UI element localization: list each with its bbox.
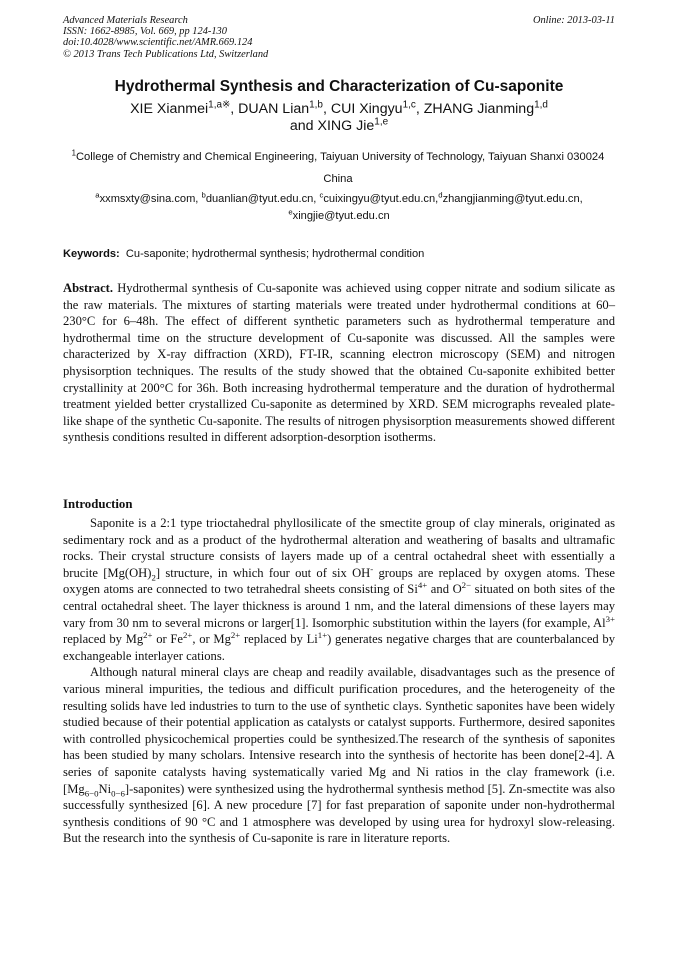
publication-header: [63, 15, 615, 60]
superscript: 1+: [317, 629, 328, 640]
paragraph-text: and O: [427, 582, 462, 597]
email-link[interactable]: xingjie@tyut.edu.cn: [292, 210, 390, 222]
subscript: 6−0: [84, 788, 99, 799]
keywords-label: Keywords:: [63, 248, 120, 260]
introduction-paragraph: [63, 664, 615, 847]
author-name: , DUAN Lian: [230, 101, 310, 117]
author-name: , ZHANG Jianming: [415, 101, 535, 117]
affiliation: [60, 146, 616, 190]
affiliation-text: College of Chemistry and Chemical Engineering, Taiyuan University of Technology, Taiyuan Shanxi 030024 China: [75, 151, 605, 185]
email-superscript: b: [201, 190, 206, 200]
email-link[interactable]: duanlian@tyut.edu.cn,: [205, 193, 320, 205]
paragraph-text: groups are replaced by oxygen atoms. These oxygen atoms are connected to two tetrahedral sheets consisting of Si: [63, 565, 615, 597]
author-name: XIE Xianmei: [130, 101, 209, 117]
introduction-heading: Introduction: [63, 497, 133, 511]
author-superscript: 1,a※: [208, 99, 231, 111]
paragraph-text: Although natural mineral clays are cheap and readily available, disadvantages such as the presence of various mineral impurities, the tedious and difficult purification procedures, and the heterogeneity of the resulting solids have led industries to turn to the use of synthetic clays. Synthetic saponites have been widely studied because of their potential application as catalysts or catalyst supports. Furthermore, desired saponites with controlled physicochemical properties could be synthesized.The research of the synthesis of saponites has been studied by many scholars. Intensive research into the synthesis of hectorite has been done[2-4]. A series of saponite catalysts having systematically varied Mg and Ni ratios in the clay framework (i.e. [Mg: [63, 665, 615, 796]
superscript: -: [370, 563, 374, 574]
email-superscript: d: [438, 190, 443, 200]
paragraph-text: Ni: [98, 781, 112, 796]
superscript: 4+: [417, 580, 428, 591]
email-link[interactable]: xxmsxty@sina.com,: [99, 193, 202, 205]
abstract-text: Hydrothermal synthesis of Cu-saponite was achieved using copper nitrate and sodium silicate as the raw materials. The mixtures of starting materials were treated under hydrothermal conditions at 60–230°C for 6–48h. The effect of different synthetic parameters such as hydrothermal temperature and hydrothermal time on the structure development of Cu-saponite was discussed. All the samples were characterized by X-ray diffraction (XRD), FT-IR, scanning electron microscopy (SEM) and nitrogen physisorption techniques. The results of the study showed that the obtained Cu-saponite exhibited better crystallinity at 200°C for 36h. Both increasing hydrothermal temperature and the duration of hydrothermal treatment yielded better crystallized Cu-saponite as determined by XRD. SEM micrographs revealed plate-like shape of the synthetic Cu-saponite. The results of nitrogen physisorption measurements showed different synthesis conditions resulted in different adsorption-desorption isotherms.: [63, 281, 616, 445]
paragraph-text: or Fe: [152, 632, 183, 647]
author-name: , CUI Xingyu: [322, 101, 403, 117]
author-superscript: 1,e: [374, 116, 389, 128]
email-link[interactable]: cuixingyu@tyut.edu.cn,: [323, 193, 439, 205]
email-list: [52, 191, 626, 225]
author-superscript: 1,c: [402, 99, 416, 111]
paragraph-text: replaced by Mg: [63, 632, 144, 647]
affiliation-superscript: 1: [71, 148, 76, 158]
superscript: 2+: [182, 629, 193, 640]
journal-name: Advanced Materials Research: [63, 15, 188, 26]
author-list: [40, 101, 638, 135]
subscript: 2: [151, 572, 156, 583]
email-superscript: e: [288, 207, 293, 217]
author-name: and XING Jie: [289, 118, 375, 134]
superscript: 3+: [605, 613, 615, 624]
superscript: 2+: [143, 629, 153, 640]
email-superscript: c: [319, 190, 324, 200]
keywords-line: [63, 248, 615, 260]
introduction-paragraph: [63, 515, 615, 664]
keywords-text: Cu-saponite; hydrothermal synthesis; hydrothermal condition: [125, 248, 425, 260]
paragraph-text: ) generates negative charges that are counterbalanced by exchangeable interlayer cations.: [63, 632, 615, 663]
superscript: 2+: [230, 629, 241, 640]
email-superscript: a: [95, 190, 100, 200]
paragraph-text: replaced by Li: [240, 632, 318, 647]
author-superscript: 1,d: [534, 99, 548, 111]
abstract-section: [63, 280, 615, 446]
doi-line: doi:10.4028/www.scientific.net/AMR.669.124: [63, 37, 253, 49]
paragraph-text: situated on both sites of the central octahedral sheet. The layer thickness is around 1 nm, and the lateral dimensions of these layers may vary from 30 nm to several microns or larger[1]. Isomorphic substitution within the layers (for example, Al: [63, 582, 616, 630]
author-superscript: 1,b: [309, 99, 323, 111]
paragraph-text: , or Mg: [192, 632, 231, 647]
introduction-section: [63, 515, 615, 847]
paragraph-text: ]-saponites) were synthesized using the hydrothermal synthesis method [5]. Zn-smectite was also successfully synthesized [6]. A new procedure [7] for fast preparation of saponite under non-hydrothermal synthesis conditions of 90 °C and 1 atmosphere was developed by using urea for hydroxyl slow-releasing. But the research into the synthesis of Cu-saponite is rare in literature reports.: [63, 781, 615, 846]
abstract-label: Abstract.: [63, 281, 114, 295]
paragraph-text: ] structure, in which four out of six OH: [155, 565, 371, 580]
superscript: 2−: [461, 580, 472, 591]
copyright-line: © 2013 Trans Tech Publications Ltd, Switzerland: [63, 48, 269, 60]
issn-line: ISSN: 1662-8985, Vol. 669, pp 124-130: [63, 26, 227, 38]
paragraph-text: Saponite is a 2:1 type trioctahedral phyllosilicate of the smectite group of clay minerals, originated as sedimentary rock and as a product of the hydrothermal alteration and weathering of basalts and ultramafic rocks. Their crystal structure consists of layers made up of a central octahedral sheet with essentially a brucite [Mg(OH): [63, 516, 615, 580]
subscript: 0−6: [111, 788, 125, 799]
paper-title: Hydrothermal Synthesis and Characterization of Cu-saponite: [114, 78, 564, 95]
email-link[interactable]: zhangjianming@tyut.edu.cn,: [442, 193, 583, 205]
online-date: Online: 2013-03-11: [532, 15, 615, 26]
